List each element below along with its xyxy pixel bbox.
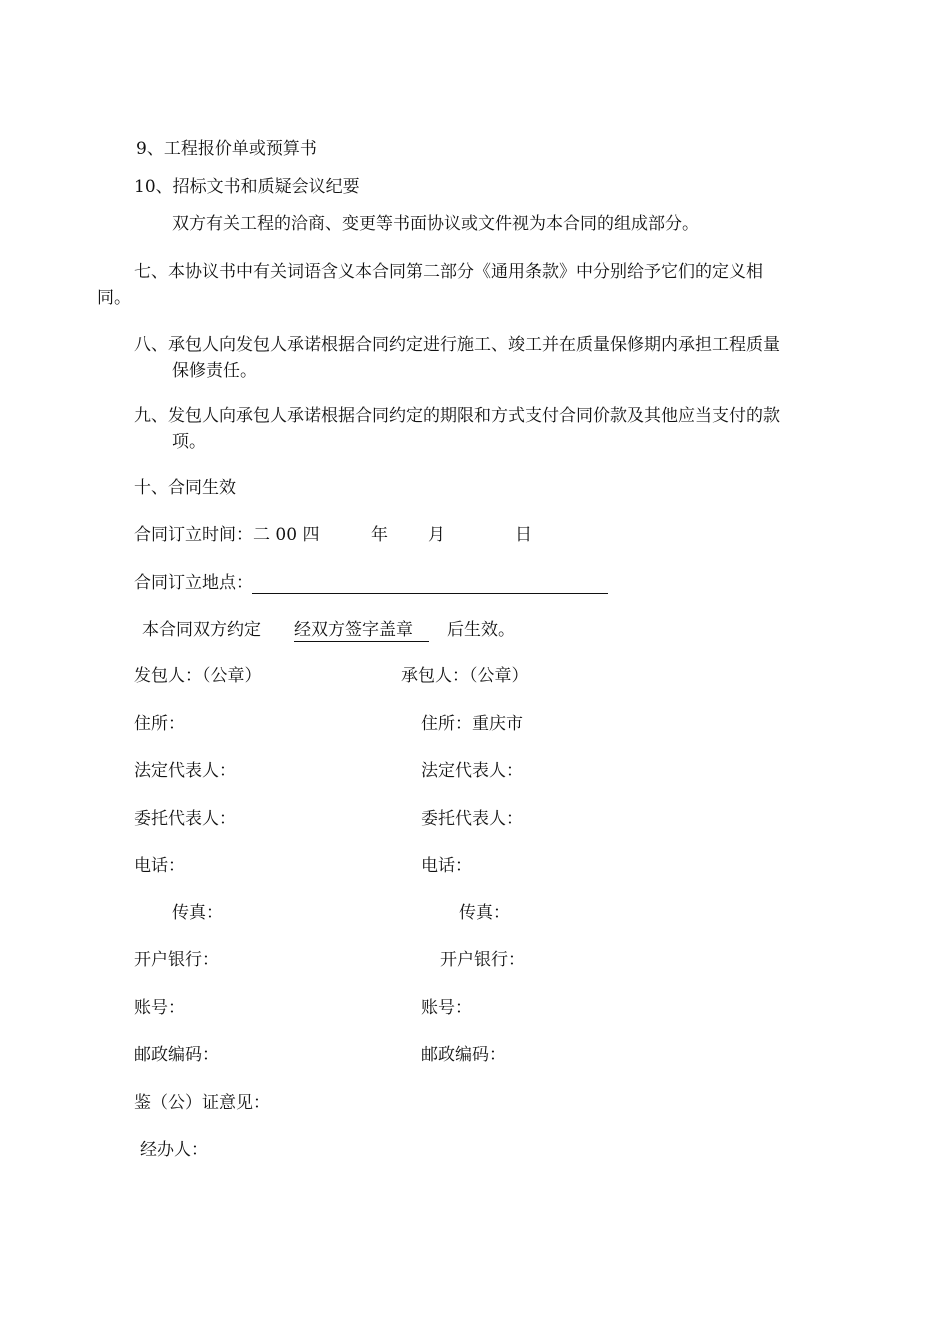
item-10: 10、招标文书和质疑会议纪要 — [134, 177, 360, 197]
employer-account: 账号： — [134, 998, 185, 1018]
employer-header: 发包人：（公章） — [134, 666, 262, 686]
year-label: 年 — [371, 525, 388, 545]
clause-9-line-1: 九、发包人向承包人承诺根据合同约定的期限和方式支付合同价款及其他应当支付的款 — [134, 406, 780, 426]
month-label: 月 — [428, 525, 445, 545]
contractor-agent: 委托代表人： — [421, 809, 523, 829]
item-9: 9、工程报价单或预算书 — [136, 139, 317, 159]
employer-agent: 委托代表人： — [134, 809, 236, 829]
sign-time-label: 合同订立时间：二 00 四 — [134, 525, 320, 545]
clause-7-line-1: 七、本协议书中有关词语含义本合同第二部分《通用条款》中分别给予它们的定义相 — [134, 262, 763, 282]
handler-label: 经办人： — [140, 1140, 208, 1160]
clause-7-line-2: 同。 — [97, 288, 131, 308]
sign-place-label: 合同订立地点： — [134, 573, 253, 593]
notary-opinion: 鉴（公）证意见： — [134, 1093, 270, 1113]
effect-condition: 经双方签字盖章 — [294, 619, 429, 642]
contractor-bank: 开户银行： — [440, 950, 525, 970]
clause-10-heading: 十、合同生效 — [134, 478, 236, 498]
contractor-legal-rep: 法定代表人： — [421, 761, 523, 781]
clause-8-line-1: 八、承包人向发包人承诺根据合同约定进行施工、竣工并在质量保修期内承担工程质量 — [134, 335, 780, 355]
contractor-fax: 传真： — [459, 903, 510, 923]
employer-bank: 开户银行： — [134, 950, 219, 970]
employer-phone: 电话： — [134, 856, 185, 876]
sign-place-underline — [252, 593, 608, 594]
contractor-phone: 电话： — [421, 856, 472, 876]
contractor-address: 住所：重庆市 — [421, 714, 523, 734]
day-label: 日 — [515, 525, 532, 545]
clause-9-line-2: 项。 — [172, 432, 206, 452]
composition-note: 双方有关工程的洽商、变更等书面协议或文件视为本合同的组成部分。 — [172, 214, 699, 234]
employer-fax: 传真： — [172, 903, 223, 923]
effect-suffix: 后生效。 — [447, 620, 515, 640]
employer-address: 住所： — [134, 714, 185, 734]
contractor-postcode: 邮政编码： — [421, 1045, 506, 1065]
contractor-header: 承包人：（公章） — [401, 666, 529, 686]
employer-postcode: 邮政编码： — [134, 1045, 219, 1065]
clause-8-line-2: 保修责任。 — [172, 361, 257, 381]
employer-legal-rep: 法定代表人： — [134, 761, 236, 781]
effect-prefix: 本合同双方约定 — [142, 620, 261, 640]
contractor-account: 账号： — [421, 998, 472, 1018]
